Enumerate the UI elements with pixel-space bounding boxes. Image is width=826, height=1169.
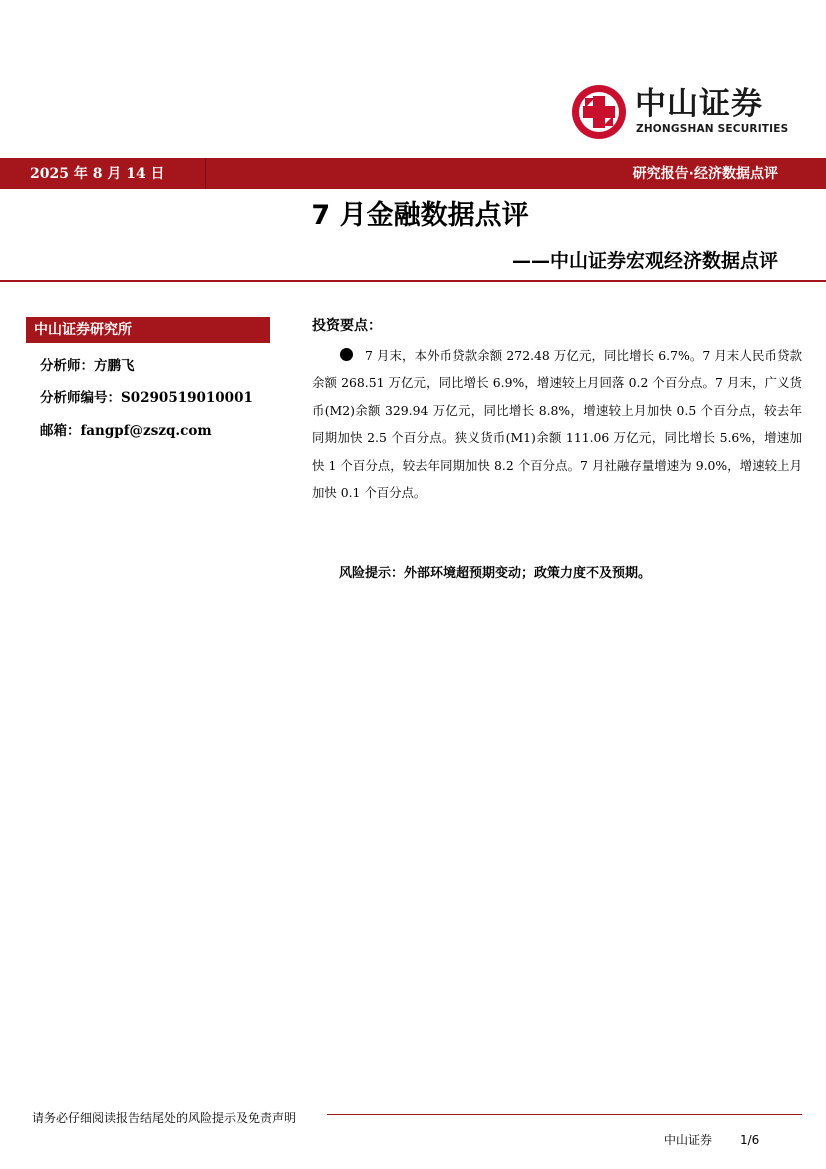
key-points-body: [312, 342, 802, 506]
header-bar: [0, 158, 826, 189]
report-subtitle: ——中山证券宏观经济数据点评: [511, 250, 778, 272]
analyst-code-label: 分析师编号：: [40, 390, 121, 406]
risk-warning: 风险提示：外部环境超预期变动；政策力度不及预期。: [339, 566, 652, 581]
analyst-line: [40, 357, 135, 375]
title-rule: [0, 280, 826, 282]
page-number: 1/6: [740, 1133, 760, 1147]
logo-english-name: ZHONGSHAN SECURITIES: [636, 123, 789, 135]
footer-company: 中山证券: [664, 1133, 713, 1147]
bullet-icon: [340, 348, 353, 361]
analyst-name: 方鹏飞: [94, 358, 135, 374]
company-logo: [571, 84, 803, 140]
email-link[interactable]: fangpf@zszq.com: [80, 423, 212, 439]
report-date: 2025 年 8 月 14 日: [30, 166, 165, 182]
key-points-paragraph: 7 月末，本外币贷款余额 272.48 万亿元，同比增长 6.7%。7 月末人民币贷款余额 268.51 万亿元，同比增长 6.9%，增速较上月回落 0.2 个百分点。7 月末，广义货币(M2)余额 329.94 万亿元，同比增长 8.8%，增速较上月加快 0.5 个百分点，较去年同期加快 2.5 个百分点。狭义货币(M1)余额 111.06 万亿元，同比增长 5.6%，增速加快 1 个百分点，较去年同期加快 8.2 个百分点。7 月社融存量增速为 9.0%，增速较上月加快 0.1 个百分点。: [312, 348, 802, 501]
email-label: 邮箱：: [40, 423, 81, 439]
footer-rule: [327, 1114, 802, 1115]
footer-disclaimer-note: 请务必仔细阅读报告结尾处的风险提示及免责声明: [32, 1111, 297, 1125]
header-bar-divider: [205, 158, 206, 189]
email-line: [40, 422, 212, 440]
analyst-code-line: [40, 389, 253, 407]
logo-chinese-name: 中山证券: [635, 86, 763, 122]
analyst-label: 分析师：: [40, 358, 94, 374]
analyst-code-value: S0290519010001: [121, 390, 253, 406]
logo-mark-icon: [571, 84, 627, 140]
key-points-title: 投资要点：: [312, 318, 382, 334]
report-title: 7 月金融数据点评: [311, 200, 529, 231]
institute-label: 中山证券研究所: [26, 317, 270, 343]
report-category: 研究报告·经济数据点评: [632, 166, 778, 182]
